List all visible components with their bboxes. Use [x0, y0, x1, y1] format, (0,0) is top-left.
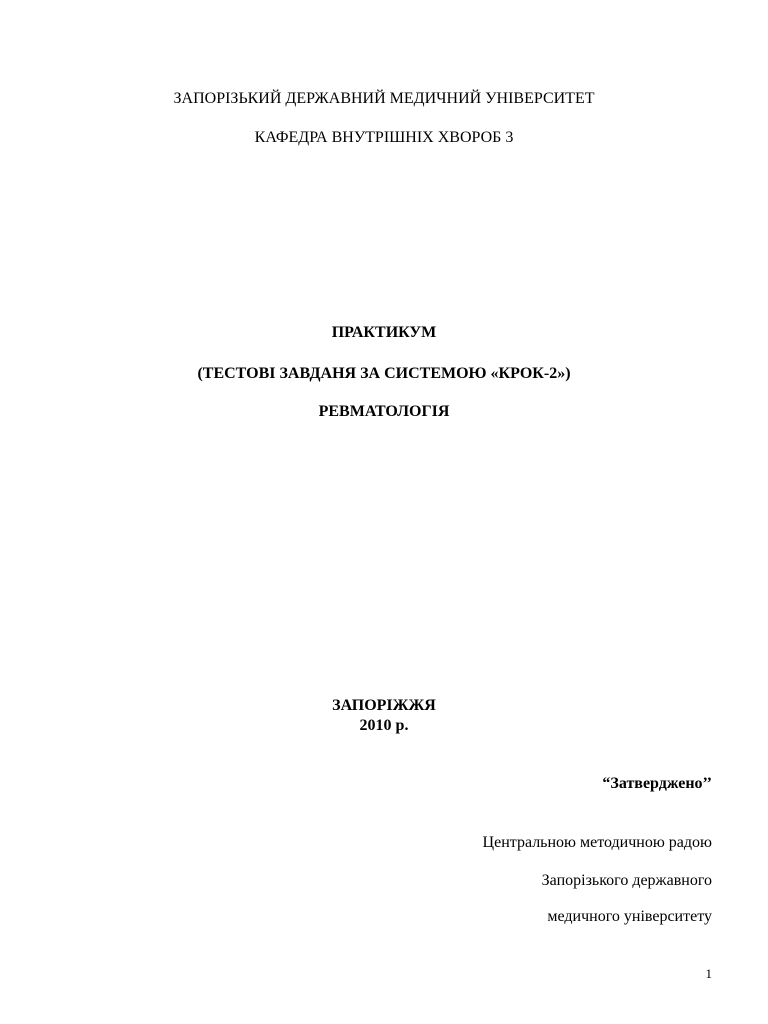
department-name: КАФЕДРА ВНУТРІШНІХ ХВОРОБ 3	[254, 129, 514, 146]
year: 2010 р.	[359, 717, 409, 734]
approval-line-2: Запорізького державного	[541, 872, 712, 889]
page-number: 1	[705, 966, 712, 981]
city: ЗАПОРІЖЖЯ	[332, 697, 436, 714]
document-title: ПРАКТИКУМ	[331, 324, 437, 341]
document-subtitle: (ТЕСТОВІ ЗАВДАНЯ ЗА СИСТЕМОЮ «КРОК-2»)	[197, 365, 571, 382]
approval-line-1: Центральною методичною радою	[482, 834, 712, 851]
approval-heading: “Затверджено’’	[602, 775, 712, 792]
university-name: ЗАПОРІЗЬКИЙ ДЕРЖАВНИЙ МЕДИЧНИЙ УНІВЕРСИТЕТ	[173, 90, 595, 107]
approval-line-3: медичного університету	[547, 908, 712, 925]
subject-title: РЕВМАТОЛОГІЯ	[318, 403, 450, 420]
